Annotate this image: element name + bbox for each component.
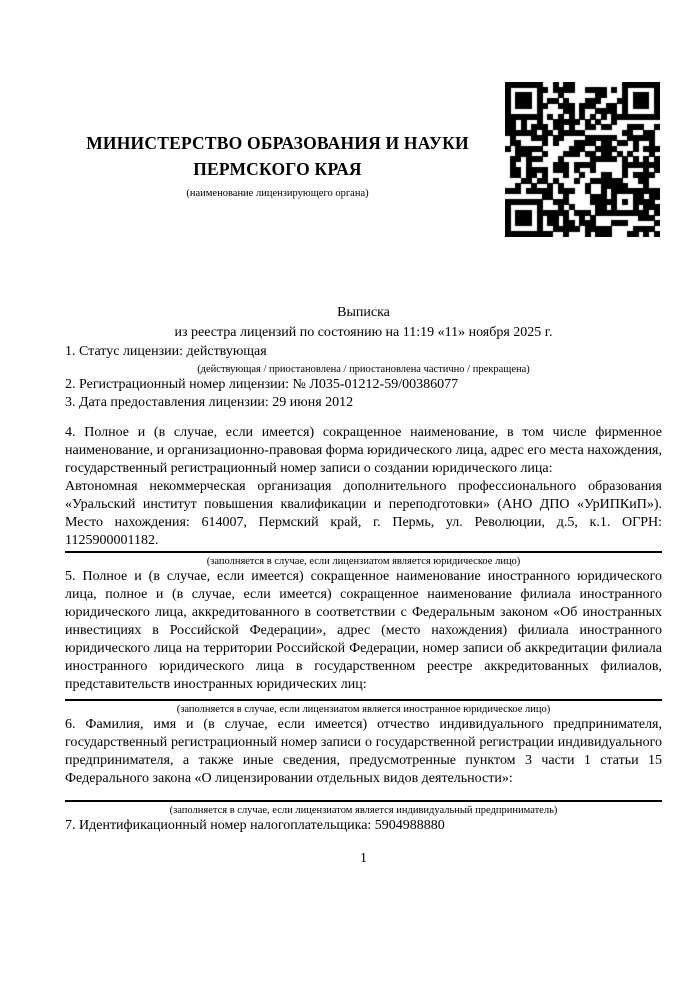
legal-entity-value: Автономная некоммерческая организация дополнительного профессионального образования «Уральский институт повышения квалификации и переподготовки» (АНО ДПО «УрИПКиП»). Место нахождения: 614007, Пермский край, г. Пермь, ул. Революции, д.5, к.1. ОГРН: 1125900001182. xyxy=(65,479,662,548)
document-body xyxy=(65,0,662,867)
document-title xyxy=(65,303,662,343)
ministry-name-line2: ПЕРМСКОГО КРАЯ xyxy=(193,159,362,179)
individual-entrepreneur-note: (заполняется в случае, если лицензиатом является индивидуальный предприниматель) xyxy=(169,805,558,816)
foreign-entity-note: (заполняется в случае, если лицензиатом является иностранное юридическое лицо) xyxy=(176,704,551,715)
foreign-entity-label: 5. Полное и (в случае, если имеется) сокращенное наименование иностранного юридического лица, полное и (в случае, если имеется) сокращенное наименование филиала иностранного юридического лица, аккредитованного в соответствии с Федеральным законом «Об иностранных инвестициях в Российской Федерации», адрес (место нахождения) филиала иностранного юридического лица на территории Российской Федерации, номер записи об аккредитации филиала иностранного юридического лица в государственном реестре аккредитованных филиалов, представительств иностранных юридических лиц: xyxy=(65,569,662,692)
licensing-authority-caption: (наименование лицензирующего органа) xyxy=(186,188,369,199)
legal-entity-label: 4. Полное и (в случае, если имеется) сокращенное наименование, в том числе фирменное наименование, и организационно-правовая форма юридического лица, адрес его места нахождения, государственный регистрационный номер записи о создании юридического лица: xyxy=(65,425,662,476)
ministry-name-line1: МИНИСТЕРСТВО ОБРАЗОВАНИЯ И НАУКИ xyxy=(86,133,469,153)
license-status-options-note: (действующая / приостановлена / приостановлена частично / прекращена) xyxy=(197,364,530,375)
page-number: 1 xyxy=(360,851,367,866)
registration-number: 2. Регистрационный номер лицензии: № Л035-01212-59/00386077 xyxy=(65,377,459,392)
legal-entity-section xyxy=(65,424,662,550)
document-title-line2: из реестра лицензий по состоянию на 11:19 «11» ноября 2025 г. xyxy=(174,325,553,340)
license-status: 1. Статус лицензии: действующая xyxy=(65,344,267,359)
license-grant-date: 3. Дата предоставления лицензии: 29 июня 2012 xyxy=(65,395,354,410)
document-title-line1: Выписка xyxy=(337,305,390,320)
legal-entity-note: (заполняется в случае, если лицензиатом является юридическое лицо) xyxy=(206,556,521,567)
individual-entrepreneur-label: 6. Фамилия, имя и (в случае, если имеется) отчество индивидуального предпринимателя, государственный регистрационный номер записи о государственной регистрации индивидуального предпринимателя, а также иные сведения, предусмотренные пунктом 3 части 1 статьи 15 Федерального закона «О лицензировании отдельных видов деятельности»: xyxy=(65,717,662,786)
taxpayer-id: 7. Идентификационный номер налогоплательщика: 5904988880 xyxy=(65,818,445,833)
